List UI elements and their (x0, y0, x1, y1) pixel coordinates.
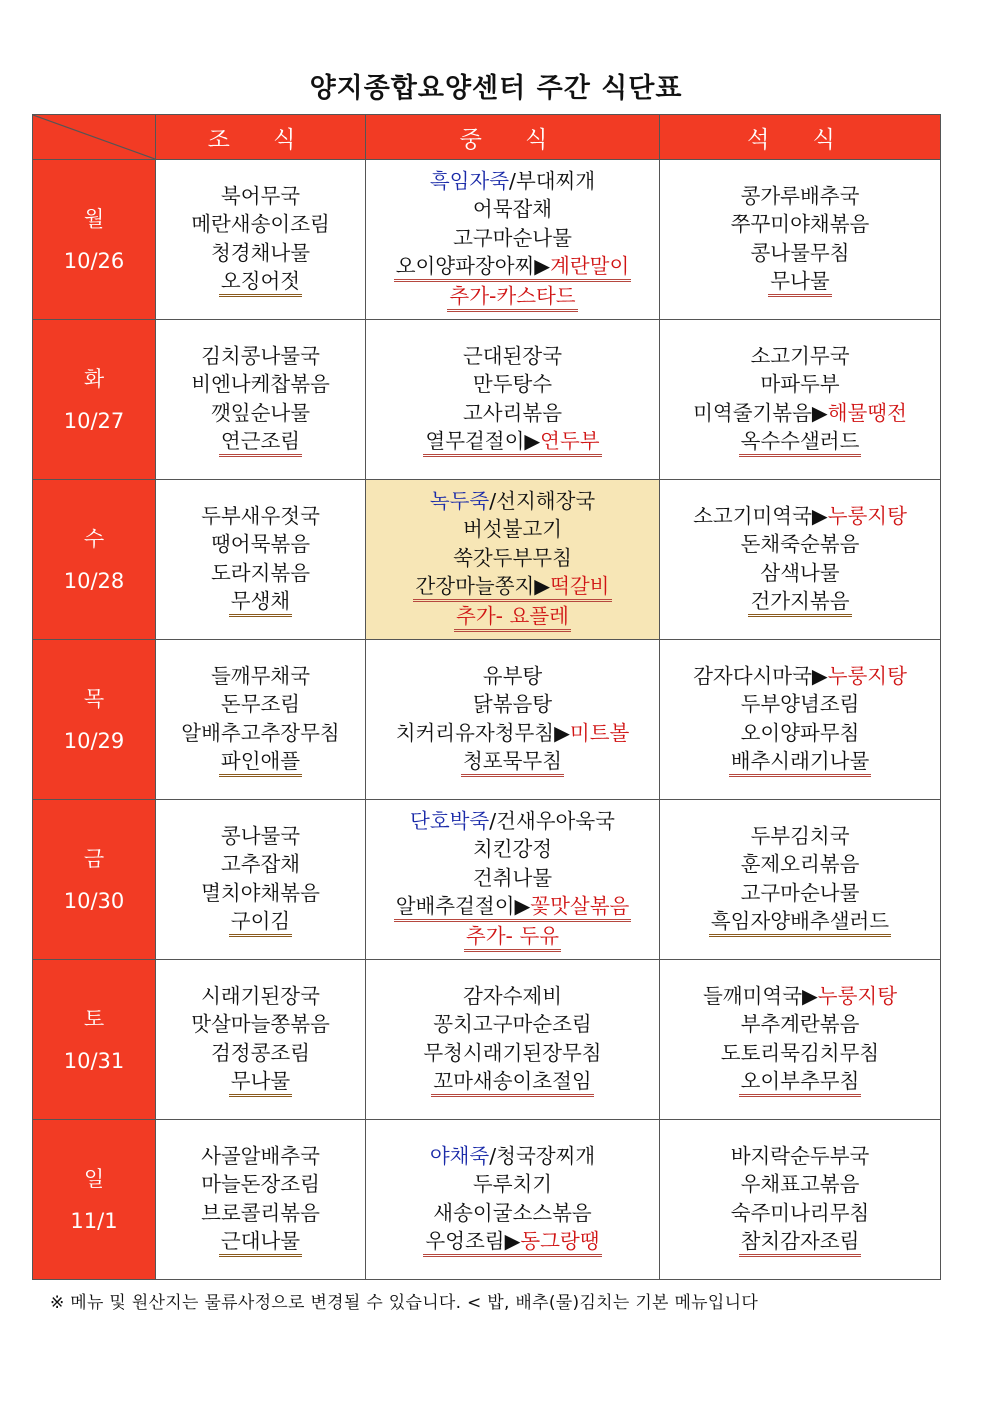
day-date: 10/30 (63, 888, 125, 913)
menu-item: 청경채나물 (210, 240, 310, 265)
extra-item: 추가- 두유 (464, 924, 561, 952)
special-item: 계란말이 (550, 253, 630, 278)
day-row-sun (33, 1120, 941, 1280)
menu-item: 북어무국 (220, 184, 301, 209)
menu-item: 건가지볶음 (748, 589, 851, 617)
menu-item: 소고기무국 (750, 344, 850, 369)
menu-item: 오이부추무침 (739, 1069, 862, 1097)
menu-item: 콩나물국 (220, 824, 301, 849)
special-item: 누룽지탕 (827, 664, 907, 689)
breakfast-cell (156, 1120, 366, 1280)
menu-item: 고추잡채 (220, 852, 301, 877)
menu-item: 오징어젓 (219, 269, 302, 297)
day-name: 수 (83, 526, 105, 551)
menu-item: 알배추고추장무침 (181, 720, 340, 745)
page-title: 양지종합요양센터 주간 식단표 (309, 73, 683, 104)
day-cell (33, 160, 156, 320)
day-row-thu (33, 640, 941, 800)
extra-item: 추가- 요플레 (454, 604, 571, 632)
menu-item: 도토리묵김치무침 (720, 1040, 880, 1065)
day-row-wed (33, 480, 941, 640)
menu-item: 콩나물무침 (750, 240, 850, 265)
menu-item: 비엔나케찹볶음 (191, 372, 330, 397)
special-item: 누룽지탕 (817, 984, 897, 1009)
day-cell (33, 960, 156, 1120)
menu-item: 무청시래기된장무침 (423, 1040, 602, 1065)
special-item: 꽃맛살볶음 (530, 893, 630, 918)
menu-item: 우엉조림▶동그랑땡 (423, 1229, 601, 1257)
day-cell (33, 480, 156, 640)
day-name: 화 (83, 366, 105, 391)
menu-item: 시래기된장국 (201, 984, 320, 1009)
menu-item: 버섯불고기 (462, 517, 562, 542)
menu-item: 감자다시마국▶누룽지탕 (693, 664, 907, 689)
day-date: 11/1 (70, 1208, 118, 1233)
special-item: 동그랑땡 (520, 1228, 600, 1253)
day-name: 일 (83, 1166, 105, 1191)
menu-item: 쑥갓두부무침 (453, 545, 572, 570)
special-item: 누룽지탕 (827, 504, 907, 529)
menu-item: 참치감자조림 (739, 1229, 862, 1257)
menu-item: 맛살마늘쫑볶음 (191, 1012, 330, 1037)
day-date: 10/27 (63, 408, 125, 433)
menu-item: 알배추겉절이▶꽃맛살볶음 (394, 894, 632, 922)
menu-item: 도라지볶음 (210, 560, 310, 585)
breakfast-cell (156, 800, 366, 960)
menu-item: 만두탕수 (472, 372, 553, 397)
menu-item: 멸치야채볶음 (201, 880, 320, 905)
menu-item: 연근조림 (219, 429, 302, 457)
menu-item: 땡어묵볶음 (210, 532, 310, 557)
menu-item: 닭볶음탕 (472, 692, 553, 717)
menu-item: 깻잎순나물 (210, 400, 310, 425)
day-date: 10/28 (63, 568, 125, 593)
menu-item: 두루치기 (472, 1172, 553, 1197)
menu-item: 바지락순두부국 (730, 1144, 870, 1169)
menu-item: 새송이굴소스볶음 (433, 1200, 592, 1225)
porridge-item: 야채죽 (429, 1144, 490, 1169)
breakfast-cell (156, 160, 366, 320)
lunch-cell (366, 1120, 660, 1280)
day-row-sat (33, 960, 941, 1120)
footnote: ※ 메뉴 및 원산지는 물류사정으로 변경될 수 있습니다. < 밥, 배추(물)김치는 기본 메뉴입니다 (50, 1293, 759, 1313)
breakfast-cell (156, 320, 366, 480)
menu-item: 콩가루배추국 (740, 184, 860, 209)
lunch-cell (366, 320, 660, 480)
menu-item: 고구마순나물 (740, 880, 860, 905)
day-date: 10/26 (63, 248, 125, 273)
header-breakfast: 조 식 (156, 115, 366, 160)
lunch-cell (366, 160, 660, 320)
menu-item: 감자수제비 (462, 984, 562, 1009)
menu-item: 간장마늘쫑지▶떡갈비 (413, 574, 611, 602)
menu-item: 무생채 (229, 589, 292, 617)
day-cell (33, 640, 156, 800)
menu-item: 치킨강정 (472, 837, 553, 862)
header-lunch: 중 식 (366, 115, 660, 160)
menu-item: 무나물 (229, 1069, 292, 1097)
menu-item: 꽁치고구마순조림 (433, 1012, 592, 1037)
menu-item: 흑임자양배추샐러드 (709, 909, 891, 937)
menu-item: 우채표고볶음 (740, 1172, 860, 1197)
corner-diagonal (33, 115, 155, 159)
menu-item: 두부김치국 (750, 824, 850, 849)
dinner-cell (660, 160, 941, 320)
menu-item: 김치콩나물국 (201, 344, 320, 369)
day-cell (33, 1120, 156, 1280)
breakfast-cell (156, 960, 366, 1120)
menu-item: 부추계란볶음 (740, 1012, 860, 1037)
menu-item: 청포묵무침 (461, 749, 564, 777)
menu-item: 유부탕 (482, 664, 543, 689)
menu-item: 고구마순나물 (453, 225, 572, 250)
menu-item: 마늘돈장조림 (201, 1172, 320, 1197)
menu-item: 브로콜리볶음 (201, 1200, 320, 1225)
dinner-cell (660, 1120, 941, 1280)
day-date: 10/31 (63, 1048, 125, 1073)
day-name: 토 (83, 1006, 105, 1031)
day-row-tue (33, 320, 941, 480)
weekly-menu-table (32, 114, 941, 1280)
day-row-fri (33, 800, 941, 960)
menu-item: 메란새송이조림 (191, 212, 330, 237)
menu-item: 오이양파장아찌▶계란말이 (394, 254, 632, 282)
lunch-cell (366, 800, 660, 960)
menu-item: 미역줄기볶음▶해물땡전 (693, 400, 907, 425)
special-item: 해물땡전 (827, 400, 907, 425)
menu-item: 사골알배추국 (201, 1144, 320, 1169)
corner-cell (33, 115, 156, 160)
menu-item: 마파두부 (760, 372, 840, 397)
porridge-item: 녹두죽 (429, 489, 490, 514)
day-name: 월 (83, 206, 105, 231)
menu-item: 삼색나물 (760, 560, 840, 585)
porridge-item: 흑임자죽 (429, 169, 510, 194)
dinner-cell (660, 640, 941, 800)
menu-item: 꼬마새송이초절임 (431, 1069, 593, 1097)
dinner-cell (660, 480, 941, 640)
menu-item: 소고기미역국▶누룽지탕 (693, 504, 907, 529)
menu-item: 근대나물 (219, 1229, 302, 1257)
day-cell (33, 320, 156, 480)
menu-item: 녹두죽/선지해장국 (429, 489, 596, 514)
menu-item: 건취나물 (472, 865, 553, 890)
dinner-cell (660, 800, 941, 960)
day-row-mon (33, 160, 941, 320)
dinner-cell (660, 320, 941, 480)
menu-item: 어묵잡채 (472, 197, 553, 222)
menu-item: 파인애플 (219, 749, 302, 777)
header-row (33, 115, 941, 160)
lunch-cell-highlighted (366, 480, 660, 640)
menu-item: 숙주미나리무침 (730, 1200, 870, 1225)
menu-item: 야채죽/청국장찌개 (429, 1144, 596, 1169)
menu-item: 구이김 (229, 909, 292, 937)
lunch-cell (366, 960, 660, 1120)
breakfast-cell (156, 480, 366, 640)
lunch-cell (366, 640, 660, 800)
menu-item: 치커리유자청무침▶미트볼 (395, 720, 630, 745)
day-name: 금 (83, 846, 105, 871)
menu-item: 들깨미역국▶누룽지탕 (703, 984, 897, 1009)
menu-item: 단호박죽/건새우아욱국 (410, 809, 615, 834)
special-item: 떡갈비 (550, 573, 610, 598)
menu-item: 들깨무채국 (210, 664, 310, 689)
day-date: 10/29 (63, 728, 125, 753)
menu-item: 고사리볶음 (462, 400, 562, 425)
special-item: 연두부 (540, 428, 600, 453)
menu-item: 흑임자죽/부대찌개 (429, 169, 596, 194)
day-cell (33, 800, 156, 960)
porridge-item: 단호박죽 (410, 809, 490, 834)
menu-item: 두부양념조림 (740, 692, 860, 717)
menu-item: 무나물 (768, 269, 831, 297)
menu-item: 검정콩조림 (210, 1040, 310, 1065)
dinner-cell (660, 960, 941, 1120)
menu-item: 두부새우젓국 (201, 504, 320, 529)
menu-item: 근대된장국 (462, 344, 562, 369)
special-item: 미트볼 (569, 720, 630, 745)
menu-item: 오이양파무침 (740, 720, 860, 745)
menu-item: 돈무조림 (220, 692, 301, 717)
extra-item: 추가-카스타드 (447, 284, 577, 312)
menu-item: 돈채죽순볶음 (740, 532, 860, 557)
menu-item: 옥수수샐러드 (739, 429, 862, 457)
menu-item: 배추시래기나물 (729, 749, 872, 777)
menu-item: 훈제오리볶음 (740, 852, 860, 877)
header-dinner: 석 식 (660, 115, 941, 160)
menu-item: 쭈꾸미야채볶음 (730, 212, 870, 237)
menu-item: 열무겉절이▶연두부 (423, 429, 601, 457)
breakfast-cell (156, 640, 366, 800)
day-name: 목 (83, 686, 105, 711)
